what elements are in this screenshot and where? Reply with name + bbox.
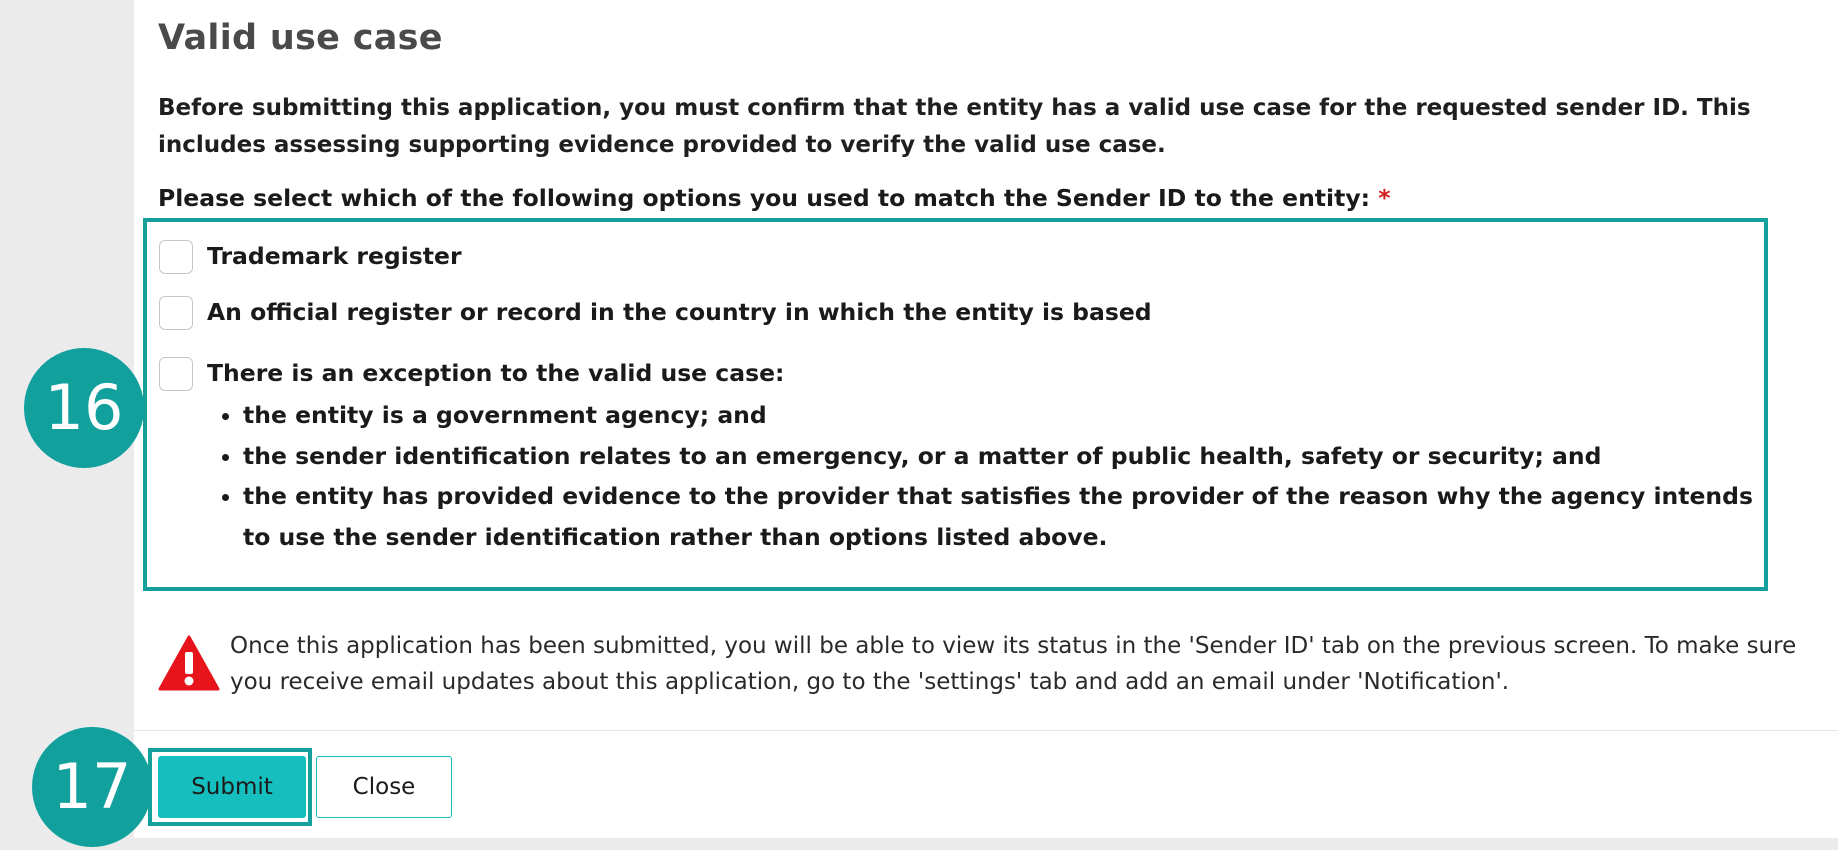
- footer-divider: [134, 730, 1838, 731]
- warning-triangle-icon: [158, 634, 220, 692]
- list-item: • the sender identification relates to an emergency, or a matter of public health, safety or security; and: [243, 436, 1763, 477]
- option-label: An official register or record in the country in which the entity is based: [207, 298, 1152, 326]
- intro-text: Before submitting this application, you must confirm that the entity has a valid use case for the requested sender ID. This includes assessing supporting evidence provided to verify the valid use case.: [158, 95, 1751, 158]
- submit-button[interactable]: Submit: [158, 756, 306, 818]
- step-badge-17: 17: [32, 727, 152, 847]
- option-label: Trademark register: [207, 242, 462, 270]
- required-marker: *: [1378, 184, 1391, 212]
- list-item: • the entity has provided evidence to the provider that satisfies the provider of the reason why the agency intends to use the sender identification rather than options listed above.: [243, 476, 1763, 557]
- checkbox-trademark-register[interactable]: [159, 240, 193, 274]
- dialog-title: Valid use case: [158, 18, 443, 58]
- close-button[interactable]: Close: [316, 756, 452, 818]
- list-item: • the entity is a government agency; and: [243, 395, 1763, 436]
- exception-conditions-list: [219, 395, 1763, 557]
- checkbox-official-register[interactable]: [159, 296, 193, 330]
- warning-text: Once this application has been submitted, you will be able to view its status in the 'Sender ID' tab on the previous screen. To make sure you receive email updates about this application, go to the 'settings' tab and add an email under 'Notification'.: [230, 633, 1797, 695]
- options-highlight-box: [143, 218, 1768, 591]
- option-label: There is an exception to the valid use case:: [207, 359, 785, 387]
- checkbox-exception[interactable]: [159, 357, 193, 391]
- options-question: [158, 184, 1391, 212]
- question-text: Please select which of the following options you used to match the Sender ID to the entity:: [158, 184, 1371, 212]
- step-badge-16: 16: [24, 348, 144, 468]
